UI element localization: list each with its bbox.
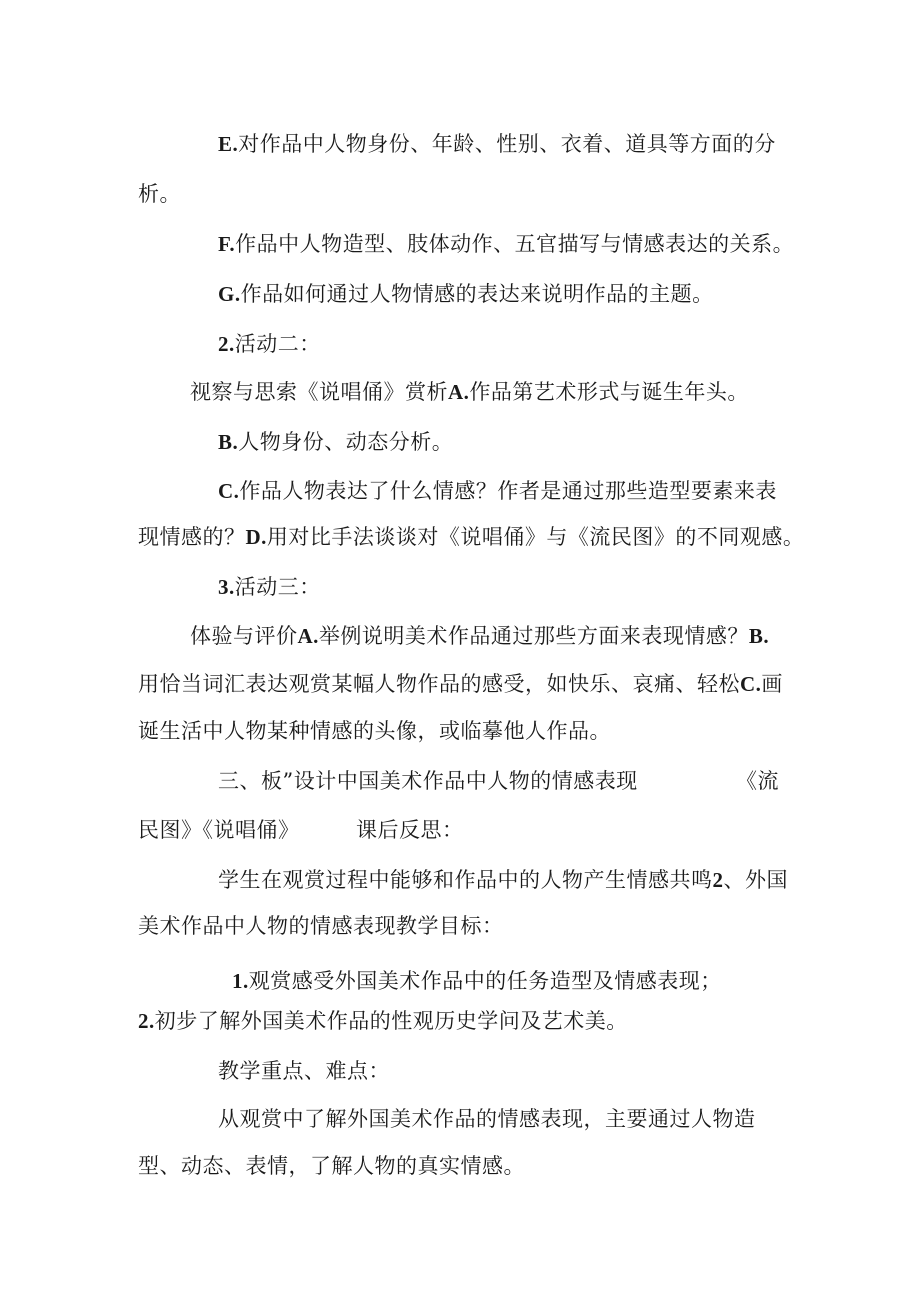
activity-3-line-1: [190, 622, 769, 650]
activity-2-number: 2.: [218, 332, 235, 356]
activity-2-c-label: C.: [218, 479, 240, 503]
activity-3-line-2: [138, 670, 783, 698]
activity-2-b-line: [218, 428, 453, 456]
board-design-right: [736, 767, 779, 795]
key-points-text-cont: 型、动态、表情，了解人物的真实情感。: [138, 1154, 525, 1178]
goal-1-line: [232, 967, 722, 995]
reflection-line: [218, 866, 788, 894]
item-g-line: [218, 280, 714, 308]
activity-2-b-label: B.: [218, 430, 239, 454]
activity-2-b-text: 人物身份、动态分析。: [238, 430, 454, 454]
item-e-line-2: [138, 180, 181, 208]
goal-2-line: [138, 1007, 628, 1035]
activity-3-intro: 体验与评价: [190, 624, 298, 648]
activity-3-title: 活动三：: [234, 575, 321, 599]
board-design-line: [218, 767, 638, 795]
item-f-text: 作品中人物造型、肢体动作、五官描写与情感表达的关系。: [235, 232, 795, 256]
item-g-label: G.: [218, 282, 241, 306]
activity-2-a-text: 作品第艺术形式与诞生年头。: [469, 380, 749, 404]
key-points-text: 从观赏中了解外国美术作品的情感表现，主要通过人物造: [218, 1107, 756, 1131]
key-points-line-2: [138, 1152, 525, 1180]
activity-3-heading: [218, 573, 321, 601]
board-design-line-2: [138, 816, 300, 844]
activity-3-a-label: A.: [297, 624, 319, 648]
item-e-text-cont: 析。: [138, 182, 181, 206]
activity-2-c-line-2: [138, 523, 804, 551]
activity-2-title: 活动二：: [234, 332, 321, 356]
activity-3-b-text: 用恰当词汇表达观赏某幅人物作品的感受，如快乐、哀痛、轻松: [138, 672, 740, 696]
board-design-right-text: 《流: [736, 769, 779, 793]
activity-2-intro: 视察与思索《说唱俑》赏析: [190, 380, 448, 404]
board-design-works: 民图》《说唱俑》: [138, 818, 300, 842]
reflection-heading: [356, 816, 464, 844]
section-2-text: 、外国: [723, 868, 788, 892]
item-e-label: E.: [218, 132, 239, 156]
activity-3-c-label: C.: [740, 672, 762, 696]
section-2-line-2: [138, 912, 504, 940]
item-g-text: 作品如何通过人物情感的表达来说明作品的主题。: [240, 282, 714, 306]
activity-2-c-line-1: [218, 477, 777, 505]
reflection-label: 课后反思：: [356, 818, 464, 842]
activity-2-intro-line: [190, 378, 749, 406]
goal-1-text: 观赏感受外国美术作品中的任务造型及情感表现；: [248, 969, 722, 993]
goal-2-number: 2.: [138, 1009, 155, 1033]
item-f-line: [218, 230, 794, 258]
activity-3-c-text-cont: 诞生活中人物某种情感的头像，或临摹他人作品。: [138, 719, 611, 743]
section-2-title: 美术作品中人物的情感表现教学目标：: [138, 914, 504, 938]
section-2-number: 2: [712, 868, 724, 892]
activity-2-heading: [218, 330, 321, 358]
reflection-text: 学生在观赏过程中能够和作品中的人物产生情感共鸣: [218, 868, 713, 892]
activity-2-d-label: D.: [245, 525, 267, 549]
item-e-text: 对作品中人物身份、年龄、性别、衣着、道具等方面的分: [238, 132, 776, 156]
activity-3-number: 3.: [218, 575, 235, 599]
goal-1-number: 1.: [232, 969, 249, 993]
activity-3-a-text: 举例说明美术作品通过那些方面来表现情感？: [318, 624, 749, 648]
activity-2-d-text: 用对比手法谈谈对《说唱俑》与《流民图》的不同观感。: [266, 525, 805, 549]
activity-2-a-label: A.: [448, 380, 470, 404]
key-points-line-1: [218, 1105, 756, 1133]
activity-3-c-text: 画: [761, 672, 783, 696]
activity-3-line-3: [138, 717, 611, 745]
item-f-label: F.: [218, 232, 236, 256]
activity-2-c-text: 作品人物表达了什么情感？作者是通过那些造型要素来表: [239, 479, 777, 503]
board-design-text: 三、板”设计中国美术作品中人物的情感表现: [218, 769, 638, 793]
item-e-line-1: [218, 130, 776, 158]
goal-2-text: 初步了解外国美术作品的性观历史学问及艺术美。: [154, 1009, 628, 1033]
key-points-label: 教学重点、难点：: [218, 1059, 390, 1083]
activity-2-c-text-cont: 现情感的？: [138, 525, 246, 549]
key-points-heading: [218, 1057, 390, 1085]
activity-3-b-label: B.: [748, 624, 770, 648]
